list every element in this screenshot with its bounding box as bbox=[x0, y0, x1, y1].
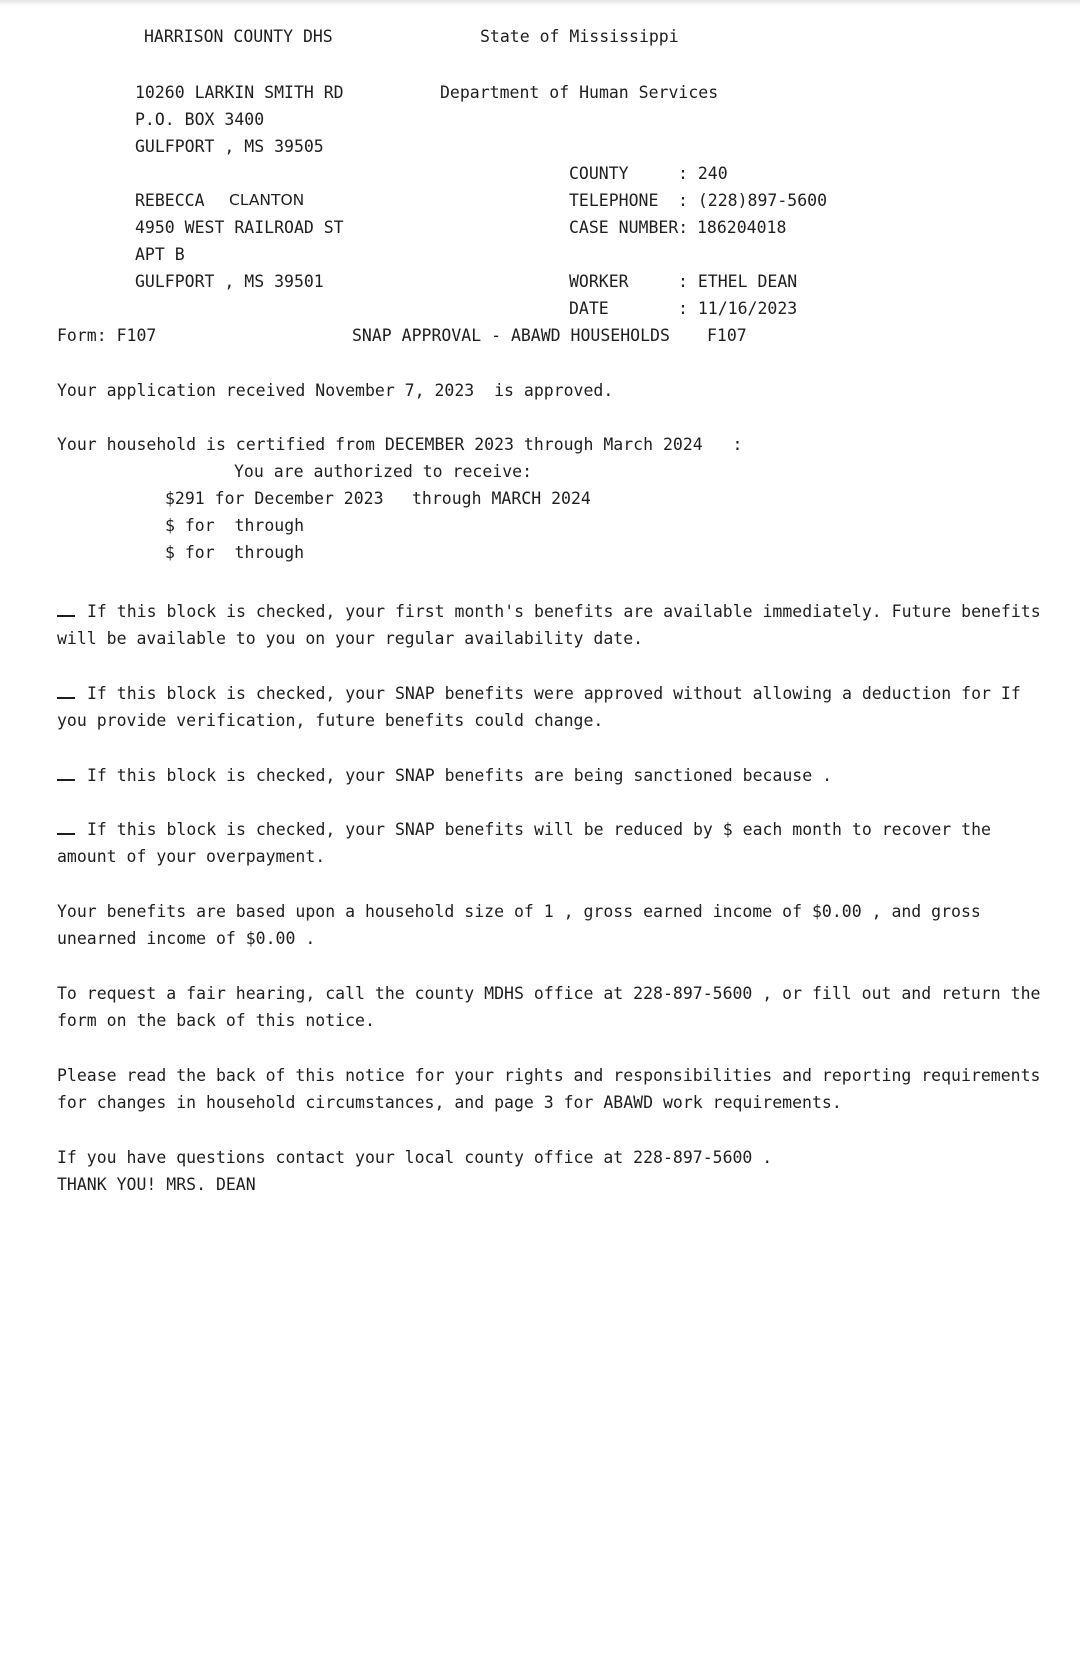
office-address-line-2: P.O. BOX 3400 bbox=[135, 110, 265, 129]
telephone-value: : (228)897-5600 bbox=[678, 191, 828, 210]
household-income-statement: Your benefits are based upon a household size of 1 , gross earned income of $0.00 , and gross unearned income of $0.00 . bbox=[57, 902, 981, 948]
certification-period: Your household is certified from DECEMBER 2023 through March 2024 : bbox=[57, 435, 743, 454]
top-shadow bbox=[0, 0, 1080, 6]
office-address-line-3: GULFPORT , MS 39505 bbox=[135, 137, 324, 156]
recipient-city: GULFPORT , MS 39501 bbox=[135, 272, 324, 291]
fair-hearing-statement: To request a fair hearing, call the county MDHS office at 228-897-5600 , or fill out and return the form on the back of this notice. bbox=[57, 984, 1041, 1030]
benefit-line-1-amount: $291 for December 2023 bbox=[165, 489, 384, 508]
rights-statement: Please read the back of this notice for your rights and responsibilities and reporting requirements for changes in household circumstances, and page 3 for ABAWD work requirements. bbox=[57, 1066, 1041, 1112]
recipient-first-name: REBECCA bbox=[135, 191, 205, 210]
check-blank bbox=[57, 683, 75, 699]
worker-value: : ETHEL DEAN bbox=[678, 272, 798, 291]
checkbox-block-overpayment-text: If this block is checked, your SNAP benefits will be reduced by $ each month to recover the amount of your overpayment. bbox=[57, 820, 991, 866]
checkbox-block-overpayment bbox=[57, 816, 1042, 870]
checkbox-block-deduction-text: If this block is checked, your SNAP benefits were approved without allowing a deduction for If you provide verification, future benefits could change. bbox=[57, 684, 1021, 730]
check-blank bbox=[57, 601, 75, 617]
form-title: SNAP APPROVAL - ABAWD HOUSEHOLDS bbox=[352, 326, 670, 345]
form-code: F107 bbox=[707, 326, 747, 345]
authorized-heading: You are authorized to receive: bbox=[234, 462, 533, 481]
checkbox-block-sanction-text: If this block is checked, your SNAP benefits are being sanctioned because . bbox=[87, 766, 833, 785]
benefit-line-2: $ for through bbox=[165, 516, 305, 535]
recipient-last-name: CLANTON bbox=[229, 191, 305, 209]
questions-statement: If you have questions contact your local county office at 228-897-5600 . bbox=[57, 1148, 773, 1167]
check-blank bbox=[57, 765, 75, 781]
office-name: HARRISON COUNTY DHS bbox=[144, 27, 333, 46]
date-label: DATE bbox=[569, 299, 609, 318]
case-number-value: 186204018 bbox=[697, 218, 787, 237]
worker-label: WORKER bbox=[569, 272, 629, 291]
signature-line: THANK YOU! MRS. DEAN bbox=[57, 1175, 256, 1194]
county-label: COUNTY bbox=[569, 164, 629, 183]
office-address-line-1: 10260 LARKIN SMITH RD bbox=[135, 83, 344, 102]
date-value: : 11/16/2023 bbox=[678, 299, 798, 318]
state-name: State of Mississippi bbox=[480, 27, 679, 46]
checkbox-block-deduction bbox=[57, 680, 1042, 734]
county-value: : 240 bbox=[678, 164, 728, 183]
checkbox-block-immediate bbox=[57, 598, 1042, 652]
department-name: Department of Human Services bbox=[440, 83, 719, 102]
approval-statement: Your application received November 7, 2023 is approved. bbox=[57, 381, 614, 400]
benefit-line-1-through: through MARCH 2024 bbox=[412, 489, 591, 508]
check-blank bbox=[57, 819, 75, 835]
telephone-label: TELEPHONE bbox=[569, 191, 659, 210]
checkbox-block-immediate-text: If this block is checked, your first month's benefits are available immediately. Future benefits will be available to you on your regular availability date. bbox=[57, 602, 1041, 648]
recipient-apt: APT B bbox=[135, 245, 185, 264]
recipient-street: 4950 WEST RAILROAD ST bbox=[135, 218, 344, 237]
checkbox-block-sanction bbox=[57, 762, 1042, 789]
case-number-label: CASE NUMBER: bbox=[569, 218, 689, 237]
benefit-line-3: $ for through bbox=[165, 543, 305, 562]
form-label: Form: F107 bbox=[57, 326, 157, 345]
